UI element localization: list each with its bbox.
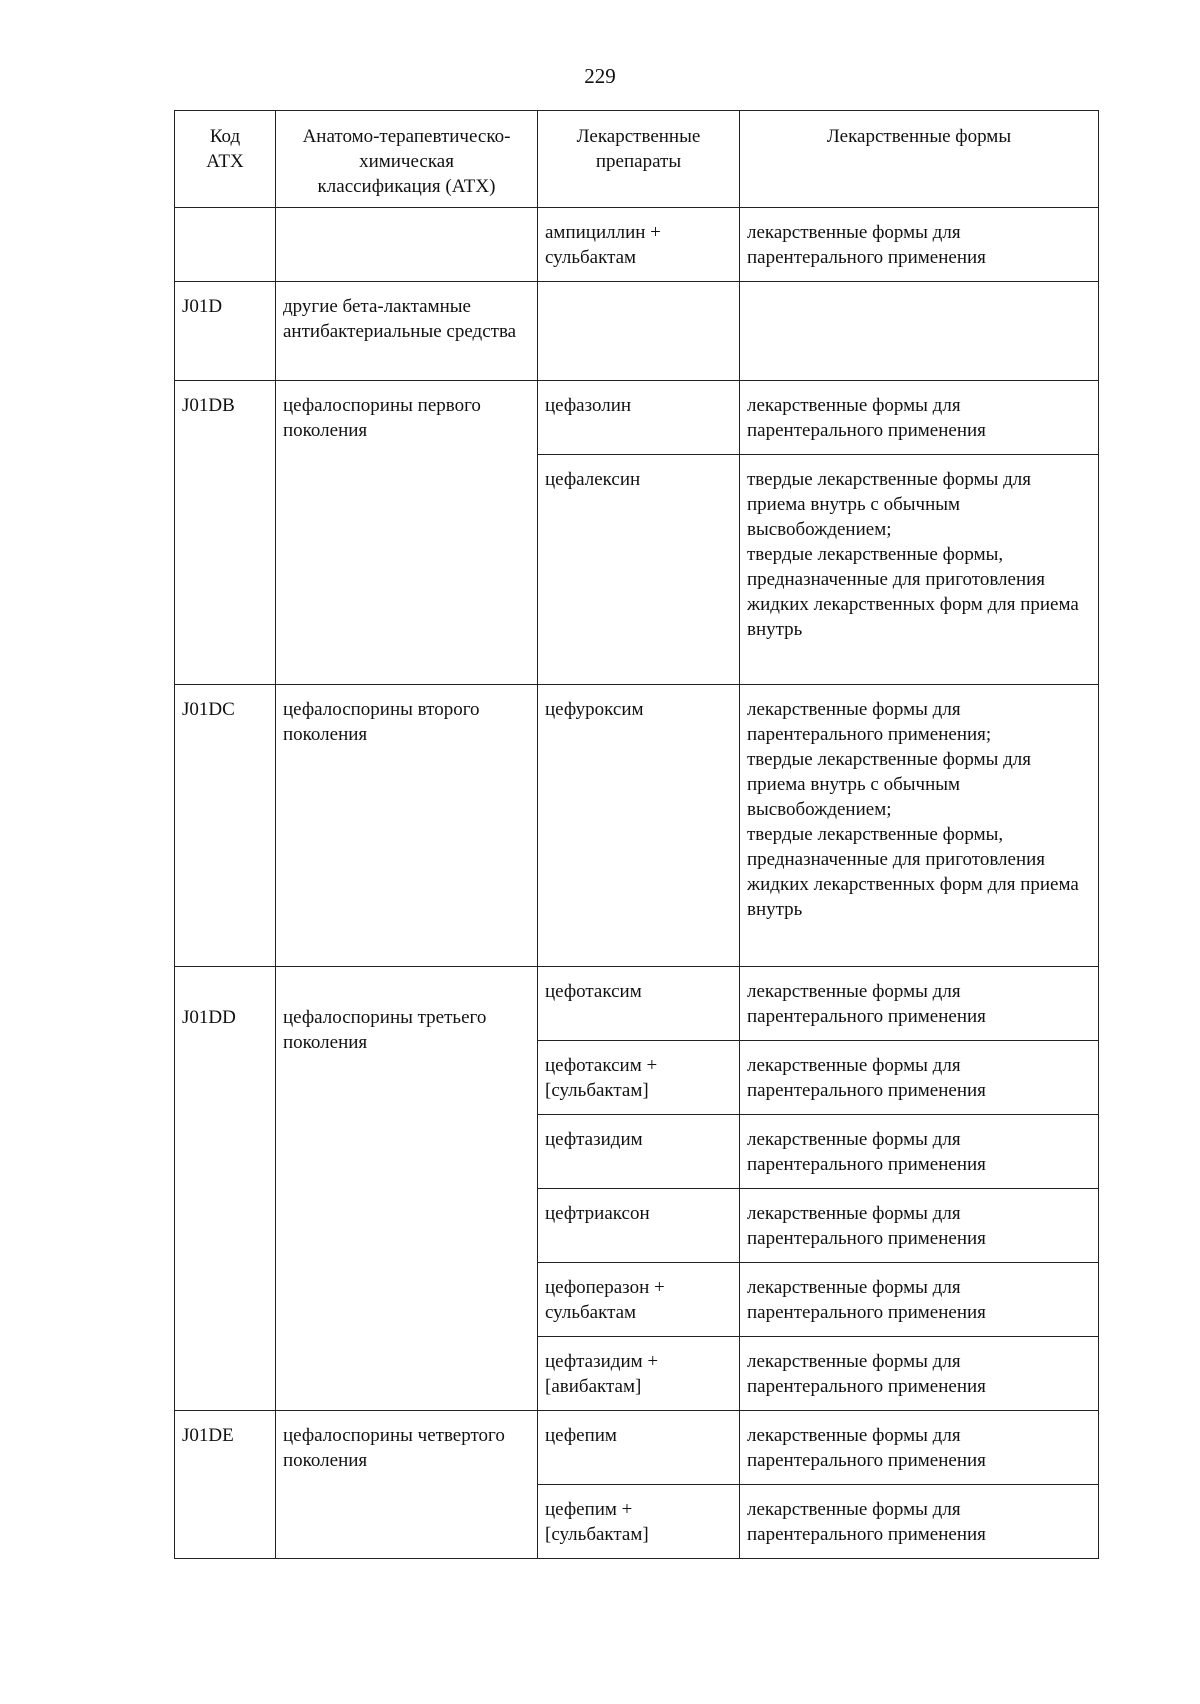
header-drugs: Лекарственные препараты [538, 111, 740, 208]
header-forms: Лекарственные формы [740, 111, 1099, 208]
code-cell: J01D [175, 282, 276, 381]
table-row [175, 1411, 1099, 1485]
table-row [175, 208, 1099, 282]
code-cell [175, 208, 276, 282]
classification-cell: другие бета-лактамные антибактериальные средства [276, 282, 538, 381]
form-cell: лекарственные формы для парентерального применения [740, 208, 1099, 282]
table-row [175, 967, 1099, 1041]
code-cell: J01DB [175, 381, 276, 685]
drug-cell: цефтазидим [538, 1115, 740, 1189]
form-cell: лекарственные формы для парентерального применения [740, 381, 1099, 455]
form-line: твердые лекарственные формы для приема внутрь с обычным высвобождением; [747, 469, 1032, 540]
form-cell: лекарственные формы для парентерального применения [740, 1263, 1099, 1337]
form-line: лекарственные формы для парентерального применения; [747, 699, 992, 745]
code-cell: J01DD [175, 967, 276, 1411]
form-line: твердые лекарственные формы, предназначенные для приготовления жидких лекарственных форм для приема внутрь [747, 544, 1079, 640]
drug-cell: цефепим + [сульбактам] [538, 1485, 740, 1559]
header-row [175, 111, 1099, 208]
drug-cell: цефуроксим [538, 685, 740, 967]
table-row [175, 685, 1099, 967]
form-cell [740, 282, 1099, 381]
classification-cell: цефалоспорины третьего поколения [276, 967, 538, 1411]
drug-cell: цефтазидим + [авибактам] [538, 1337, 740, 1411]
header-code: Код АТХ [175, 111, 276, 208]
code-cell: J01DE [175, 1411, 276, 1559]
form-cell: лекарственные формы для парентерального применения [740, 1189, 1099, 1263]
form-cell: лекарственные формы для парентерального применения [740, 967, 1099, 1041]
page-number: 229 [584, 64, 616, 88]
drug-cell: ампициллин + сульбактам [538, 208, 740, 282]
form-cell: лекарственные формы для парентерального применения [740, 1115, 1099, 1189]
form-line: твердые лекарственные формы для приема внутрь с обычным высвобождением; [747, 749, 1032, 820]
drug-cell: цефотаксим + [сульбактам] [538, 1041, 740, 1115]
form-cell: лекарственные формы для парентерального применения [740, 1337, 1099, 1411]
drug-cell: цефазолин [538, 381, 740, 455]
drug-cell: цефоперазон + сульбактам [538, 1263, 740, 1337]
classification-cell: цефалоспорины второго поколения [276, 685, 538, 967]
drug-cell [538, 282, 740, 381]
form-cell: лекарственные формы для парентерального применения [740, 1485, 1099, 1559]
form-cell: лекарственные формы для парентерального применения [740, 1041, 1099, 1115]
form-cell [740, 685, 1099, 967]
drug-cell: цефалексин [538, 455, 740, 685]
atx-table [174, 110, 1099, 1559]
classification-cell [276, 208, 538, 282]
table-row [175, 381, 1099, 455]
form-cell: лекарственные формы для парентерального применения [740, 1411, 1099, 1485]
drug-cell: цефтриаксон [538, 1189, 740, 1263]
form-line: твердые лекарственные формы, предназначенные для приготовления жидких лекарственных форм для приема внутрь [747, 824, 1079, 920]
form-cell [740, 455, 1099, 685]
classification-cell: цефалоспорины четвертого поколения [276, 1411, 538, 1559]
code-cell: J01DC [175, 685, 276, 967]
classification-cell: цефалоспорины первого поколения [276, 381, 538, 685]
drug-cell: цефепим [538, 1411, 740, 1485]
table-row [175, 282, 1099, 381]
drug-cell: цефотаксим [538, 967, 740, 1041]
header-classification: Анатомо-терапевтическо-химическая классификация (АТХ) [276, 111, 538, 208]
